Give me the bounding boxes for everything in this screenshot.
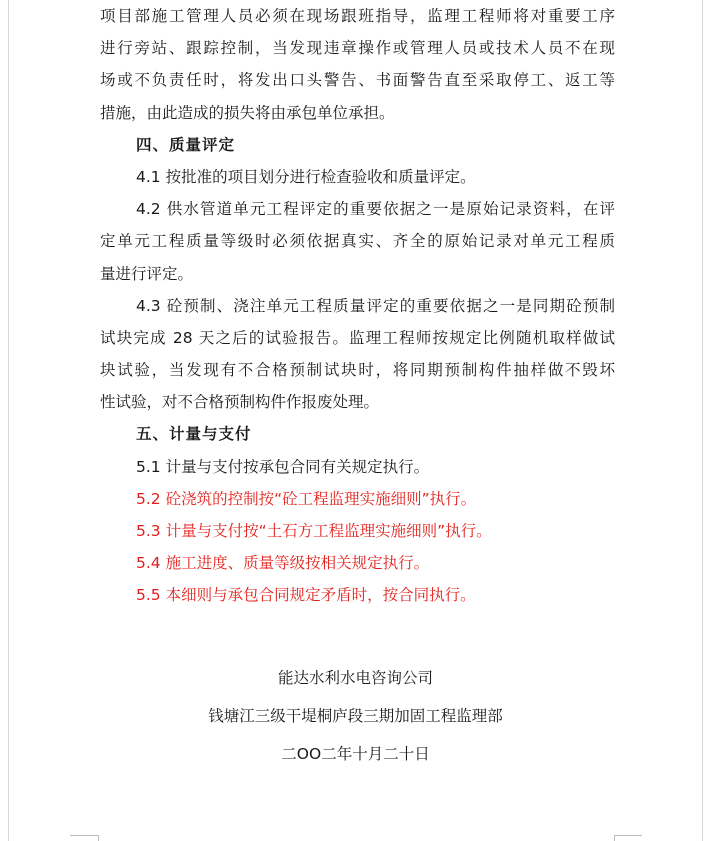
crop-mark	[70, 835, 98, 836]
paragraph-line: 措施，由此造成的损失将由承包单位承担。	[100, 103, 395, 122]
item-4-1: 4.1 按批准的项目划分进行检查验收和质量评定。	[136, 167, 476, 186]
section-heading-quality: 四、质量评定	[136, 135, 236, 154]
signature-department: 钱塘江三级干堤桐庐段三期加固工程监理部	[208, 707, 503, 725]
item-5-5: 5.5 本细则与承包合同规定矛盾时，按合同执行。	[136, 586, 476, 605]
document-body	[100, 0, 615, 612]
paragraph-line: 项目部施工管理人员必须在现场跟班指导，监理工程师将对重要工序	[100, 7, 615, 25]
paragraph-line: 场或不负责任时，将发出口头警告、书面警告直至采取停工、返工等	[100, 71, 615, 90]
paragraph-line: 进行旁站、跟踪控制，当发现违章操作或管理人员或技术人员不在现	[100, 39, 615, 58]
section-heading-payment: 五、计量与支付	[136, 425, 252, 444]
item-4-2-line: 4.2 供水管道单元工程评定的重要依据之一是原始记录资料，在评	[136, 200, 615, 219]
item-5-1: 5.1 计量与支付按承包合同有关规定执行。	[136, 457, 430, 476]
item-5-2: 5.2 砼浇筑的控制按“砼工程监理实施细则”执行。	[136, 489, 477, 508]
item-5-3: 5.3 计量与支付按“土石方工程监理实施细则”执行。	[136, 522, 492, 540]
signature-date: 二OO二年十月二十日	[281, 745, 430, 763]
item-5-4: 5.4 施工进度、质量等级按相关规定执行。	[136, 554, 430, 573]
signature-company: 能达水利水电咨询公司	[277, 669, 433, 687]
item-4-3-line: 性试验，对不合格预制构件作报废处理。	[100, 393, 380, 412]
item-4-2-line: 量进行评定。	[100, 264, 194, 283]
item-4-2-line: 定单元工程质量等级时必须依据真实、齐全的原始记录对单元工程质	[100, 232, 615, 251]
item-4-3-line: 4.3 砼预制、浇注单元工程质量评定的重要依据之一是同期砼预制	[136, 296, 615, 315]
crop-mark	[614, 835, 615, 841]
crop-mark	[98, 835, 99, 841]
item-4-3-line: 试块完成 28 天之后的试验报告。监理工程师按规定比例随机取样做试	[100, 328, 615, 347]
crop-mark	[614, 835, 642, 836]
item-4-3-line: 块试验，当发现有不合格预制试块时，将同期预制构件抽样做不毁坏	[100, 361, 615, 380]
